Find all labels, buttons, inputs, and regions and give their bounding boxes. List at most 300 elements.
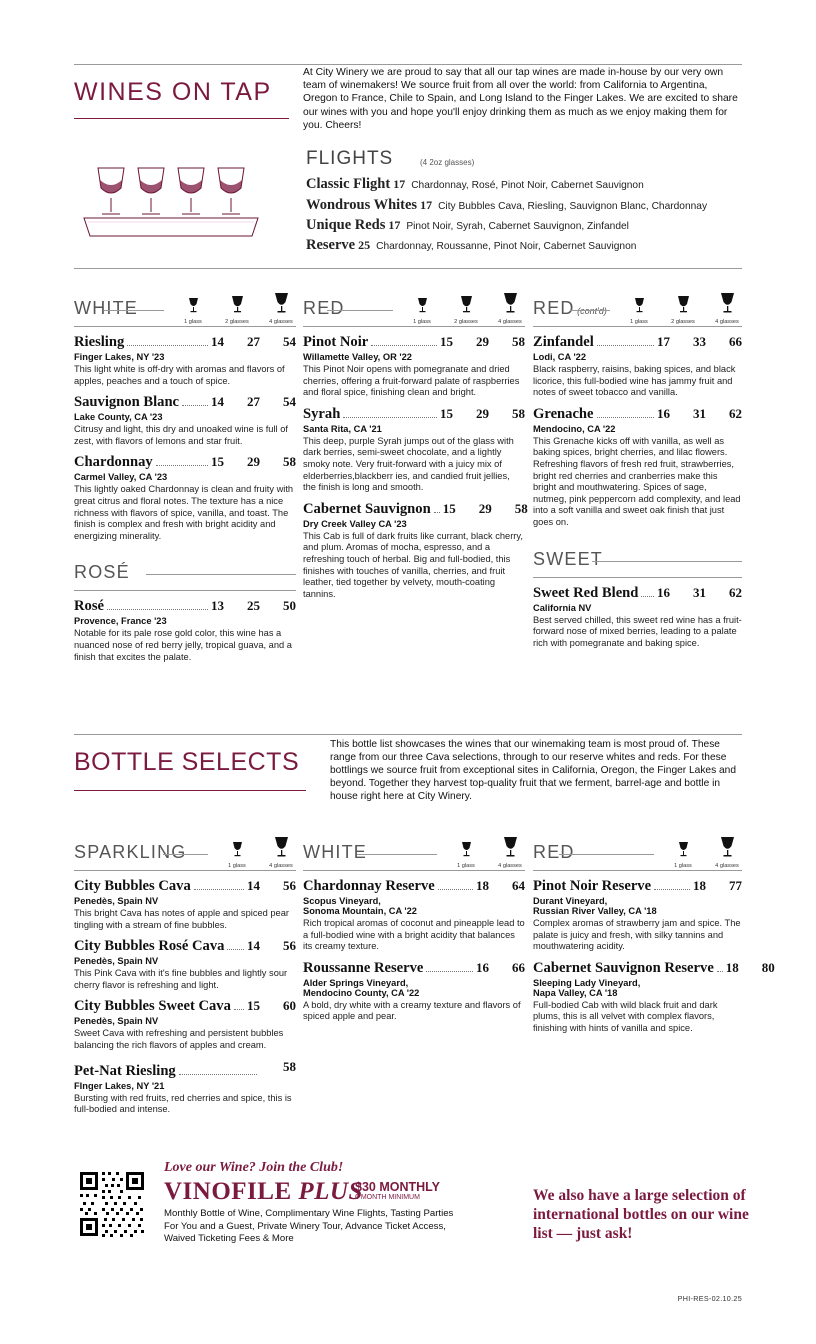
wine-price: 25 xyxy=(247,598,260,614)
wine-entry xyxy=(74,454,296,542)
wine-entry xyxy=(533,406,742,529)
wine-description: Rich tropical aromas of coconut and pineapple lead to a full-bodied wine with a bright acidity that balances its creamy texture. xyxy=(303,918,525,952)
category-name: RED (cont'd) xyxy=(533,298,607,318)
wine-name-row xyxy=(74,998,296,1015)
category-name: RED xyxy=(533,842,575,862)
wine-entry xyxy=(74,938,296,991)
leader-dots xyxy=(434,512,440,513)
wine-price: 16 xyxy=(476,959,489,975)
wine-prices xyxy=(211,334,296,350)
wine-region: Penedès, Spain NV xyxy=(74,956,159,967)
wine-region: Sleeping Lady Vineyard, Napa Valley, CA '18 xyxy=(533,977,641,998)
flights-heading: FLIGHTS xyxy=(306,148,394,169)
category-underline xyxy=(303,326,525,327)
bottle-selects-title: BOTTLE SELECTS xyxy=(74,748,300,776)
pour-size-label: 4 glasses xyxy=(715,863,739,869)
wine-region: Santa Rita, CA '21 xyxy=(303,423,382,434)
menu-category xyxy=(533,543,742,650)
wine-region: Penedès, Spain NV xyxy=(74,1016,159,1027)
pour-size-label: 1 glass xyxy=(228,863,246,869)
wine-name-row xyxy=(303,334,525,351)
wine-description: This Pinot Noir opens with pomegranate and dried cherries, offering a fruit-forward palate of raspberries and floral spice, finishing clean and bright. xyxy=(303,364,520,398)
wine-description: Citrusy and light, this dry and unoaked wine is full of zest, with flavors of lemons and star fruit. xyxy=(74,424,288,446)
leader-dots xyxy=(438,889,473,890)
leader-dots xyxy=(426,971,473,972)
wine-name-row xyxy=(533,585,742,602)
wine-description: This deep, purple Syrah jumps out of the glass with dark berries, semi-sweet chocolate, and a lightly smoky note. Very fruit-forward with a juicy mix of elderberries,blackberr ies, and candied fruit jellies, the finish is long and smooth. xyxy=(303,435,514,493)
menu-category xyxy=(74,556,296,663)
wine-name: Syrah xyxy=(303,405,341,422)
flight-price: 25 xyxy=(358,238,371,252)
pour-size-key xyxy=(178,292,296,325)
flight-name: Reserve xyxy=(306,237,356,253)
category-header xyxy=(74,292,296,326)
wine-name-row xyxy=(303,960,525,977)
wine-name: Zinfandel xyxy=(533,334,594,350)
wine-price: 66 xyxy=(512,959,525,975)
wine-price: 27 xyxy=(247,334,260,349)
flight-row xyxy=(306,197,707,214)
category-rule xyxy=(357,854,437,855)
wine-glass-icon xyxy=(188,297,199,318)
wine-region: Finger Lakes, NY '23 xyxy=(74,352,165,362)
wine-prices xyxy=(260,1059,296,1075)
wine-prices xyxy=(657,585,742,601)
wine-prices xyxy=(211,454,296,470)
pour-size-item xyxy=(668,841,698,869)
wine-region: Carmel Valley, CA '23 xyxy=(74,472,168,483)
wine-name: City Bubbles Rosé Cava xyxy=(74,938,225,955)
wine-entry xyxy=(74,998,296,1051)
leader-dots xyxy=(179,1074,257,1075)
wine-name-row xyxy=(74,598,296,615)
wine-entry xyxy=(303,334,525,399)
category-name: SWEET xyxy=(533,548,604,569)
category-rule xyxy=(559,854,654,855)
wine-name-row xyxy=(74,334,296,351)
menu-category xyxy=(303,836,525,1023)
wine-entry xyxy=(303,500,528,601)
intro-paragraph: At City Winery we are proud to say that all our tap wines are made in-house by our very own team of winemakers! We source fruit from all over the world: from California to Argentina, Oregon to France, Chile to Spain, and Long Island to the Finger Lakes. We are excited to share our wines with you and hope you'll enjoy drinking them as much as we enjoy making them for you. Cheers! xyxy=(303,67,738,131)
wine-region: California NV xyxy=(533,602,592,613)
wine-price: 54 xyxy=(283,334,296,349)
wine-description: This light white is off-dry with aromas and flavors of apples, peaches and a touch of spice. xyxy=(74,364,285,386)
wine-region: Dry Creek Valley CA '23 xyxy=(303,518,407,529)
wine-glass-icon xyxy=(460,295,473,318)
leader-dots xyxy=(654,889,690,890)
wine-description: Best served chilled, this sweet red wine has a fruit-forward nose of mixed berries, leading to a palate rich with pomegranate and baking spice. xyxy=(533,614,742,648)
wine-name-row xyxy=(533,334,742,351)
pour-size-label: 1 glass xyxy=(457,863,475,869)
wine-region: FInger Lakes, NY '21 xyxy=(74,1080,165,1091)
wine-name: Grenache xyxy=(533,405,594,422)
wine-description: This Cab is full of dark fruits like currant, black cherry, and plum. Aromas of mocha, espresso, and a refreshing touch of herbal. Big and full-bodied, this finishes with touches of vanilla, cherries, and fruit leather, tied together by velvety, mouth-coating tannins. xyxy=(303,530,523,599)
club-price-block xyxy=(355,1180,440,1201)
wine-price: 56 xyxy=(283,878,296,893)
wine-description: This Pink Cava with it's fine bubbles and lightly sour cherry flavor is refreshing and light. xyxy=(74,968,288,990)
wine-price: 64 xyxy=(512,878,525,893)
wine-entry xyxy=(533,878,742,953)
wine-price: 15 xyxy=(440,334,453,349)
category-underline xyxy=(533,870,742,871)
category-header xyxy=(533,292,742,326)
wine-glass-icon xyxy=(678,841,689,862)
wine-name: Sweet Red Blend xyxy=(533,584,639,601)
pour-size-item xyxy=(712,836,742,869)
wine-price: 58 xyxy=(283,454,296,470)
club-price-sub: 6 MONTH MINIMUM xyxy=(355,1194,420,1201)
wine-price: 58 xyxy=(283,1058,296,1074)
bottle-title-underline xyxy=(74,790,306,791)
pour-size-item xyxy=(266,836,296,869)
wine-glass-icon xyxy=(634,297,645,318)
wine-name: Cabernet Sauvignon xyxy=(303,500,431,517)
wine-price: 15 xyxy=(211,454,224,470)
wine-price: 62 xyxy=(729,405,742,421)
club-price: $30 MONTHLY xyxy=(355,1180,440,1194)
category-header xyxy=(533,543,742,577)
category-rule xyxy=(146,574,296,575)
wine-description: Black raspberry, raisins, baking spices, and black licorice, this full-bodied wine has jammy fruit and notes of sweet tobacco and vanilla. xyxy=(533,364,736,398)
flights-note: (4 2oz glasses) xyxy=(420,158,475,167)
flight-desc: City Bubbles Cava, Riesling, Sauvignon Blanc, Chardonnay xyxy=(438,201,708,212)
leader-dots xyxy=(717,971,723,972)
wine-price: 15 xyxy=(442,500,456,516)
wine-glass-icon xyxy=(503,836,518,862)
wine-prices xyxy=(443,501,528,517)
wine-name-row xyxy=(303,878,525,895)
wine-name-row xyxy=(74,1059,296,1080)
category-underline xyxy=(74,590,296,591)
wine-name-row xyxy=(533,406,742,423)
pour-size-label: 1 glass xyxy=(674,863,692,869)
wine-region: Alder Springs Vineyard, Mendocino County, CA '22 xyxy=(303,977,420,998)
wine-glass-icon xyxy=(274,836,289,862)
pour-size-label: 4 glasses xyxy=(269,319,293,325)
page-title: WINES ON TAP xyxy=(74,78,272,106)
wine-price: 29 xyxy=(478,500,492,516)
wine-price: 17 xyxy=(657,334,670,349)
pour-size-item xyxy=(451,295,481,325)
wine-price: 60 xyxy=(283,998,296,1014)
wine-glass-icon xyxy=(720,836,735,862)
category-rule xyxy=(327,310,393,311)
wine-price: 14 xyxy=(211,394,224,410)
pour-size-label: 2 glasses xyxy=(454,319,478,325)
wine-entry xyxy=(74,878,296,931)
wine-price: 29 xyxy=(476,334,489,349)
wine-region: Durant Vineyard, Russian River Valley, CA '18 xyxy=(533,896,657,916)
wine-glass-icon xyxy=(274,292,289,318)
club-tagline: Love our Wine? Join the Club! xyxy=(164,1160,344,1175)
wine-price: 18 xyxy=(693,878,706,893)
wine-entry xyxy=(533,334,742,399)
leader-dots xyxy=(597,345,654,346)
wine-entry xyxy=(74,1059,296,1116)
pour-size-item xyxy=(178,297,208,325)
wine-price: 16 xyxy=(657,405,670,421)
leader-dots xyxy=(194,889,244,890)
wine-price: 16 xyxy=(657,584,670,600)
category-rule xyxy=(163,854,208,855)
wine-name: Pinot Noir Reserve xyxy=(533,878,652,894)
wine-description: Sweet Cava with refreshing and persistent bubbles balancing the rich flavors of apples and cream. xyxy=(74,1028,284,1050)
wine-price: 18 xyxy=(725,959,739,975)
flight-desc: Chardonnay, Rosé, Pinot Noir, Cabernet Sauvignon xyxy=(411,180,644,191)
pour-size-key xyxy=(222,836,296,869)
menu-code: PHI-RES-02.10.25 xyxy=(677,1294,742,1303)
menu-category xyxy=(533,292,742,529)
menu-category xyxy=(533,836,775,1035)
wine-prices xyxy=(247,998,296,1014)
pour-size-label: 2 glasses xyxy=(671,319,695,325)
wine-price: 58 xyxy=(512,334,525,349)
pour-size-label: 4 glasses xyxy=(498,319,522,325)
bottle-intro-paragraph: This bottle list showcases the wines that our winemaking team is most proud of. These range from our three Cava selections, through to our reserve whites and reds. For these bottlings we source fruit from exceptional sites in California, Oregon, the Finger Lakes and beyond. Together they harvest top-quality fruit that we ferment, barrel-age and bottle in house right here at City Winery. xyxy=(330,739,737,802)
leader-dots xyxy=(227,949,244,950)
flight-price: 17 xyxy=(420,198,433,212)
leader-dots xyxy=(597,417,654,418)
wine-name: Roussanne Reserve xyxy=(303,959,424,976)
category-name: WHITE xyxy=(303,842,367,862)
wine-description: Full-bodied Cab with wild black fruit and dark plums, this is all velvet with complex flavors, finishing with hints of vanilla and spice. xyxy=(533,999,718,1033)
wine-glass-icon xyxy=(461,841,472,862)
wine-region: Lake County, CA '23 xyxy=(74,412,163,423)
wine-name: City Bubbles Sweet Cava xyxy=(74,998,231,1015)
wine-price: 50 xyxy=(283,598,296,614)
category-name: RED xyxy=(303,298,345,318)
bottle-column-1 xyxy=(74,836,296,1116)
wine-price: 56 xyxy=(283,938,296,954)
menu-category xyxy=(74,836,296,1116)
bottle-column-2 xyxy=(303,836,525,1023)
wine-price: 80 xyxy=(761,959,775,975)
wine-price: 14 xyxy=(211,334,224,349)
wine-prices xyxy=(476,960,525,976)
bottle-column-3 xyxy=(533,836,775,1035)
wine-prices xyxy=(440,334,525,350)
pour-size-label: 4 glasses xyxy=(498,863,522,869)
wine-price: 15 xyxy=(247,998,260,1014)
flight-name: Wondrous Whites xyxy=(306,197,418,213)
wine-name: Pinot Noir xyxy=(303,334,369,350)
pour-size-item xyxy=(451,841,481,869)
wine-flight-illustration xyxy=(76,150,266,245)
wine-prices xyxy=(657,334,742,350)
flight-desc: Pinot Noir, Syrah, Cabernet Sauvignon, Zinfandel xyxy=(406,221,629,232)
wine-glass-icon xyxy=(720,292,735,318)
wine-name-row xyxy=(74,878,296,895)
pour-size-item xyxy=(407,297,437,325)
wine-description: This lightly oaked Chardonnay is clean and fruity with great citrus and floral notes. The texture has a nice richness with flavors of spice, vanilla, and toast. The finish is complex and fresh with bright acidity and energizing minerality. xyxy=(74,484,294,541)
wine-price: 58 xyxy=(514,500,528,516)
wine-description: Bursting with red fruits, red cherries and spice, this is full-bodied and intense. xyxy=(74,1092,292,1115)
flight-row xyxy=(306,237,636,254)
wine-price: 58 xyxy=(512,405,525,421)
leader-dots xyxy=(107,609,208,610)
leader-dots xyxy=(641,596,654,597)
wine-price: 33 xyxy=(693,334,706,349)
wine-name: Sauvignon Blanc xyxy=(74,394,180,411)
wine-prices xyxy=(726,960,775,976)
wine-prices xyxy=(247,938,296,954)
wine-entry xyxy=(533,959,775,1035)
wine-price: 31 xyxy=(693,405,706,421)
wine-price: 77 xyxy=(729,878,742,893)
large-selection-note: We also have a large selection of international bottles on our wine list — just ask! xyxy=(533,1187,749,1242)
category-rule xyxy=(592,561,742,562)
title-underline xyxy=(74,118,289,119)
wine-price: 14 xyxy=(247,878,260,893)
wine-glass-icon xyxy=(677,295,690,318)
category-underline xyxy=(74,870,296,871)
category-header xyxy=(74,836,296,870)
club-benefits: Monthly Bottle of Wine, Complimentary Wine Flights, Tasting Parties For You and a Guest, Private Winery Tour, Advance Ticket Access, Waived Ticketing Fees & More xyxy=(164,1208,454,1245)
wine-name: City Bubbles Cava xyxy=(74,878,191,894)
wine-name: Pet-Nat Riesling xyxy=(74,1062,176,1079)
pour-size-key xyxy=(451,836,525,869)
wine-name: Riesling xyxy=(74,334,125,350)
category-underline xyxy=(533,577,742,578)
menu-category xyxy=(74,292,296,542)
bottle-divider xyxy=(74,734,742,735)
wine-region: Provence, France '23 xyxy=(74,616,167,627)
pour-size-label: 2 glasses xyxy=(225,319,249,325)
wine-prices xyxy=(476,878,525,894)
leader-dots xyxy=(156,465,208,466)
pour-size-item xyxy=(222,295,252,325)
wine-prices xyxy=(211,394,296,410)
wine-description: Notable for its pale rose gold color, this wine has a nuanced nose of red berry jelly, tropical guava, and a finish that excites the palate. xyxy=(74,628,292,662)
wine-region: Willamette Valley, OR '22 xyxy=(303,352,412,362)
tap-column-3 xyxy=(533,292,742,649)
category-name: ROSÉ xyxy=(74,562,130,583)
wine-name: Cabernet Sauvignon Reserve xyxy=(533,959,714,976)
category-underline xyxy=(74,326,296,327)
category-header xyxy=(74,556,296,590)
wine-price: 29 xyxy=(476,405,489,421)
wine-entry xyxy=(533,585,742,650)
pour-size-item xyxy=(712,292,742,325)
wine-region: Scopus Vineyard, Sonoma Mountain, CA '22 xyxy=(303,896,417,916)
section-divider xyxy=(74,268,742,269)
wine-name-row xyxy=(303,500,528,518)
category-name: WHITE xyxy=(74,298,138,318)
wine-region: Mendocino, CA '22 xyxy=(533,423,616,434)
wine-prices xyxy=(657,406,742,422)
wine-name-row xyxy=(74,454,296,471)
wine-entry xyxy=(303,878,525,953)
wine-prices xyxy=(247,878,296,894)
wine-entry xyxy=(303,406,525,494)
wine-glass-icon xyxy=(417,297,428,318)
wine-prices xyxy=(440,406,525,422)
top-divider xyxy=(74,64,742,65)
wine-price: 31 xyxy=(693,584,706,600)
pour-size-item xyxy=(668,295,698,325)
menu-category xyxy=(303,292,528,600)
wine-price: 27 xyxy=(247,394,260,410)
leader-dots xyxy=(343,417,437,418)
pour-size-item xyxy=(495,292,525,325)
leader-dots xyxy=(234,1009,244,1010)
category-name: SPARKLING xyxy=(74,842,187,862)
pour-size-label: 1 glass xyxy=(630,319,648,325)
wine-name-row xyxy=(533,959,775,977)
pour-size-key xyxy=(407,292,525,325)
wine-price: 18 xyxy=(476,878,489,893)
leader-dots xyxy=(182,405,208,406)
wine-entry xyxy=(303,960,525,1023)
wine-price: 15 xyxy=(440,405,453,421)
club-name-plus: PLUS xyxy=(298,1178,363,1205)
leader-dots xyxy=(371,345,437,346)
wine-glass-icon xyxy=(231,295,244,318)
category-contd-label: (cont'd) xyxy=(574,306,607,316)
tap-column-2 xyxy=(303,292,528,600)
wine-description: This bright Cava has notes of apple and spiced pear tingling with a stream of fine bubbles. xyxy=(74,908,289,930)
wine-price: 14 xyxy=(247,938,260,954)
pour-size-item xyxy=(222,841,252,869)
wine-entry xyxy=(74,334,296,387)
category-underline xyxy=(533,326,742,327)
wine-price: 13 xyxy=(211,598,224,614)
wine-price: 66 xyxy=(729,334,742,349)
wine-description: This Grenache kicks off with vanilla, as well as baking spices, bright cherries, and lilac flowers. Refreshing flavors of fresh red fruit, strawberries, bright red cherries and cranberries make this bright and mouthwatering. Spices of sage, nutmeg, pink peppercorn add complexity, and lead into a soft vanilla and sweet oak finish that just goes on. xyxy=(533,435,741,527)
category-header xyxy=(303,836,525,870)
wine-entry xyxy=(74,598,296,663)
pour-size-item xyxy=(266,292,296,325)
wine-name-row xyxy=(74,938,296,955)
category-header xyxy=(303,292,525,326)
flight-price: 17 xyxy=(393,177,406,191)
wine-entry xyxy=(74,394,296,447)
category-header xyxy=(533,836,742,870)
club-name-main: VINOFILE xyxy=(164,1178,299,1205)
wine-name-row xyxy=(74,394,296,411)
wine-price: 54 xyxy=(283,394,296,410)
pour-size-label: 4 glasses xyxy=(269,863,293,869)
pour-size-label: 1 glass xyxy=(413,319,431,325)
pour-size-item xyxy=(495,836,525,869)
wine-name: Chardonnay Reserve xyxy=(303,878,435,894)
wine-description: Complex aromas of strawberry jam and spice. The palate is juicy and fresh, with silky tannins and mouthwatering acidity. xyxy=(533,918,741,952)
pour-size-label: 4 glasses xyxy=(715,319,739,325)
wine-description: A bold, dry white with a creamy texture and flavors of spiced apple and pear. xyxy=(303,999,521,1022)
wine-region: Lodi, CA '22 xyxy=(533,352,587,362)
wine-glass-icon xyxy=(232,841,243,862)
pour-size-label: 1 glass xyxy=(184,319,202,325)
flight-name: Classic Flight xyxy=(306,176,391,192)
pour-size-key xyxy=(668,836,742,869)
pour-size-item xyxy=(624,297,654,325)
flight-price: 17 xyxy=(388,218,401,232)
flight-name: Unique Reds xyxy=(306,217,386,233)
flight-row xyxy=(306,176,644,193)
flight-row xyxy=(306,217,629,234)
wine-name: Chardonnay xyxy=(74,454,153,471)
wine-prices xyxy=(211,598,296,614)
wine-price: 62 xyxy=(729,584,742,600)
qr-code[interactable] xyxy=(76,1168,148,1240)
leader-dots xyxy=(127,345,208,346)
wine-region: Penedès, Spain NV xyxy=(74,896,159,906)
wine-glass-icon xyxy=(503,292,518,318)
category-rule xyxy=(570,310,610,311)
category-rule xyxy=(104,310,164,311)
club-name xyxy=(164,1178,363,1206)
wine-price: 29 xyxy=(247,454,260,470)
